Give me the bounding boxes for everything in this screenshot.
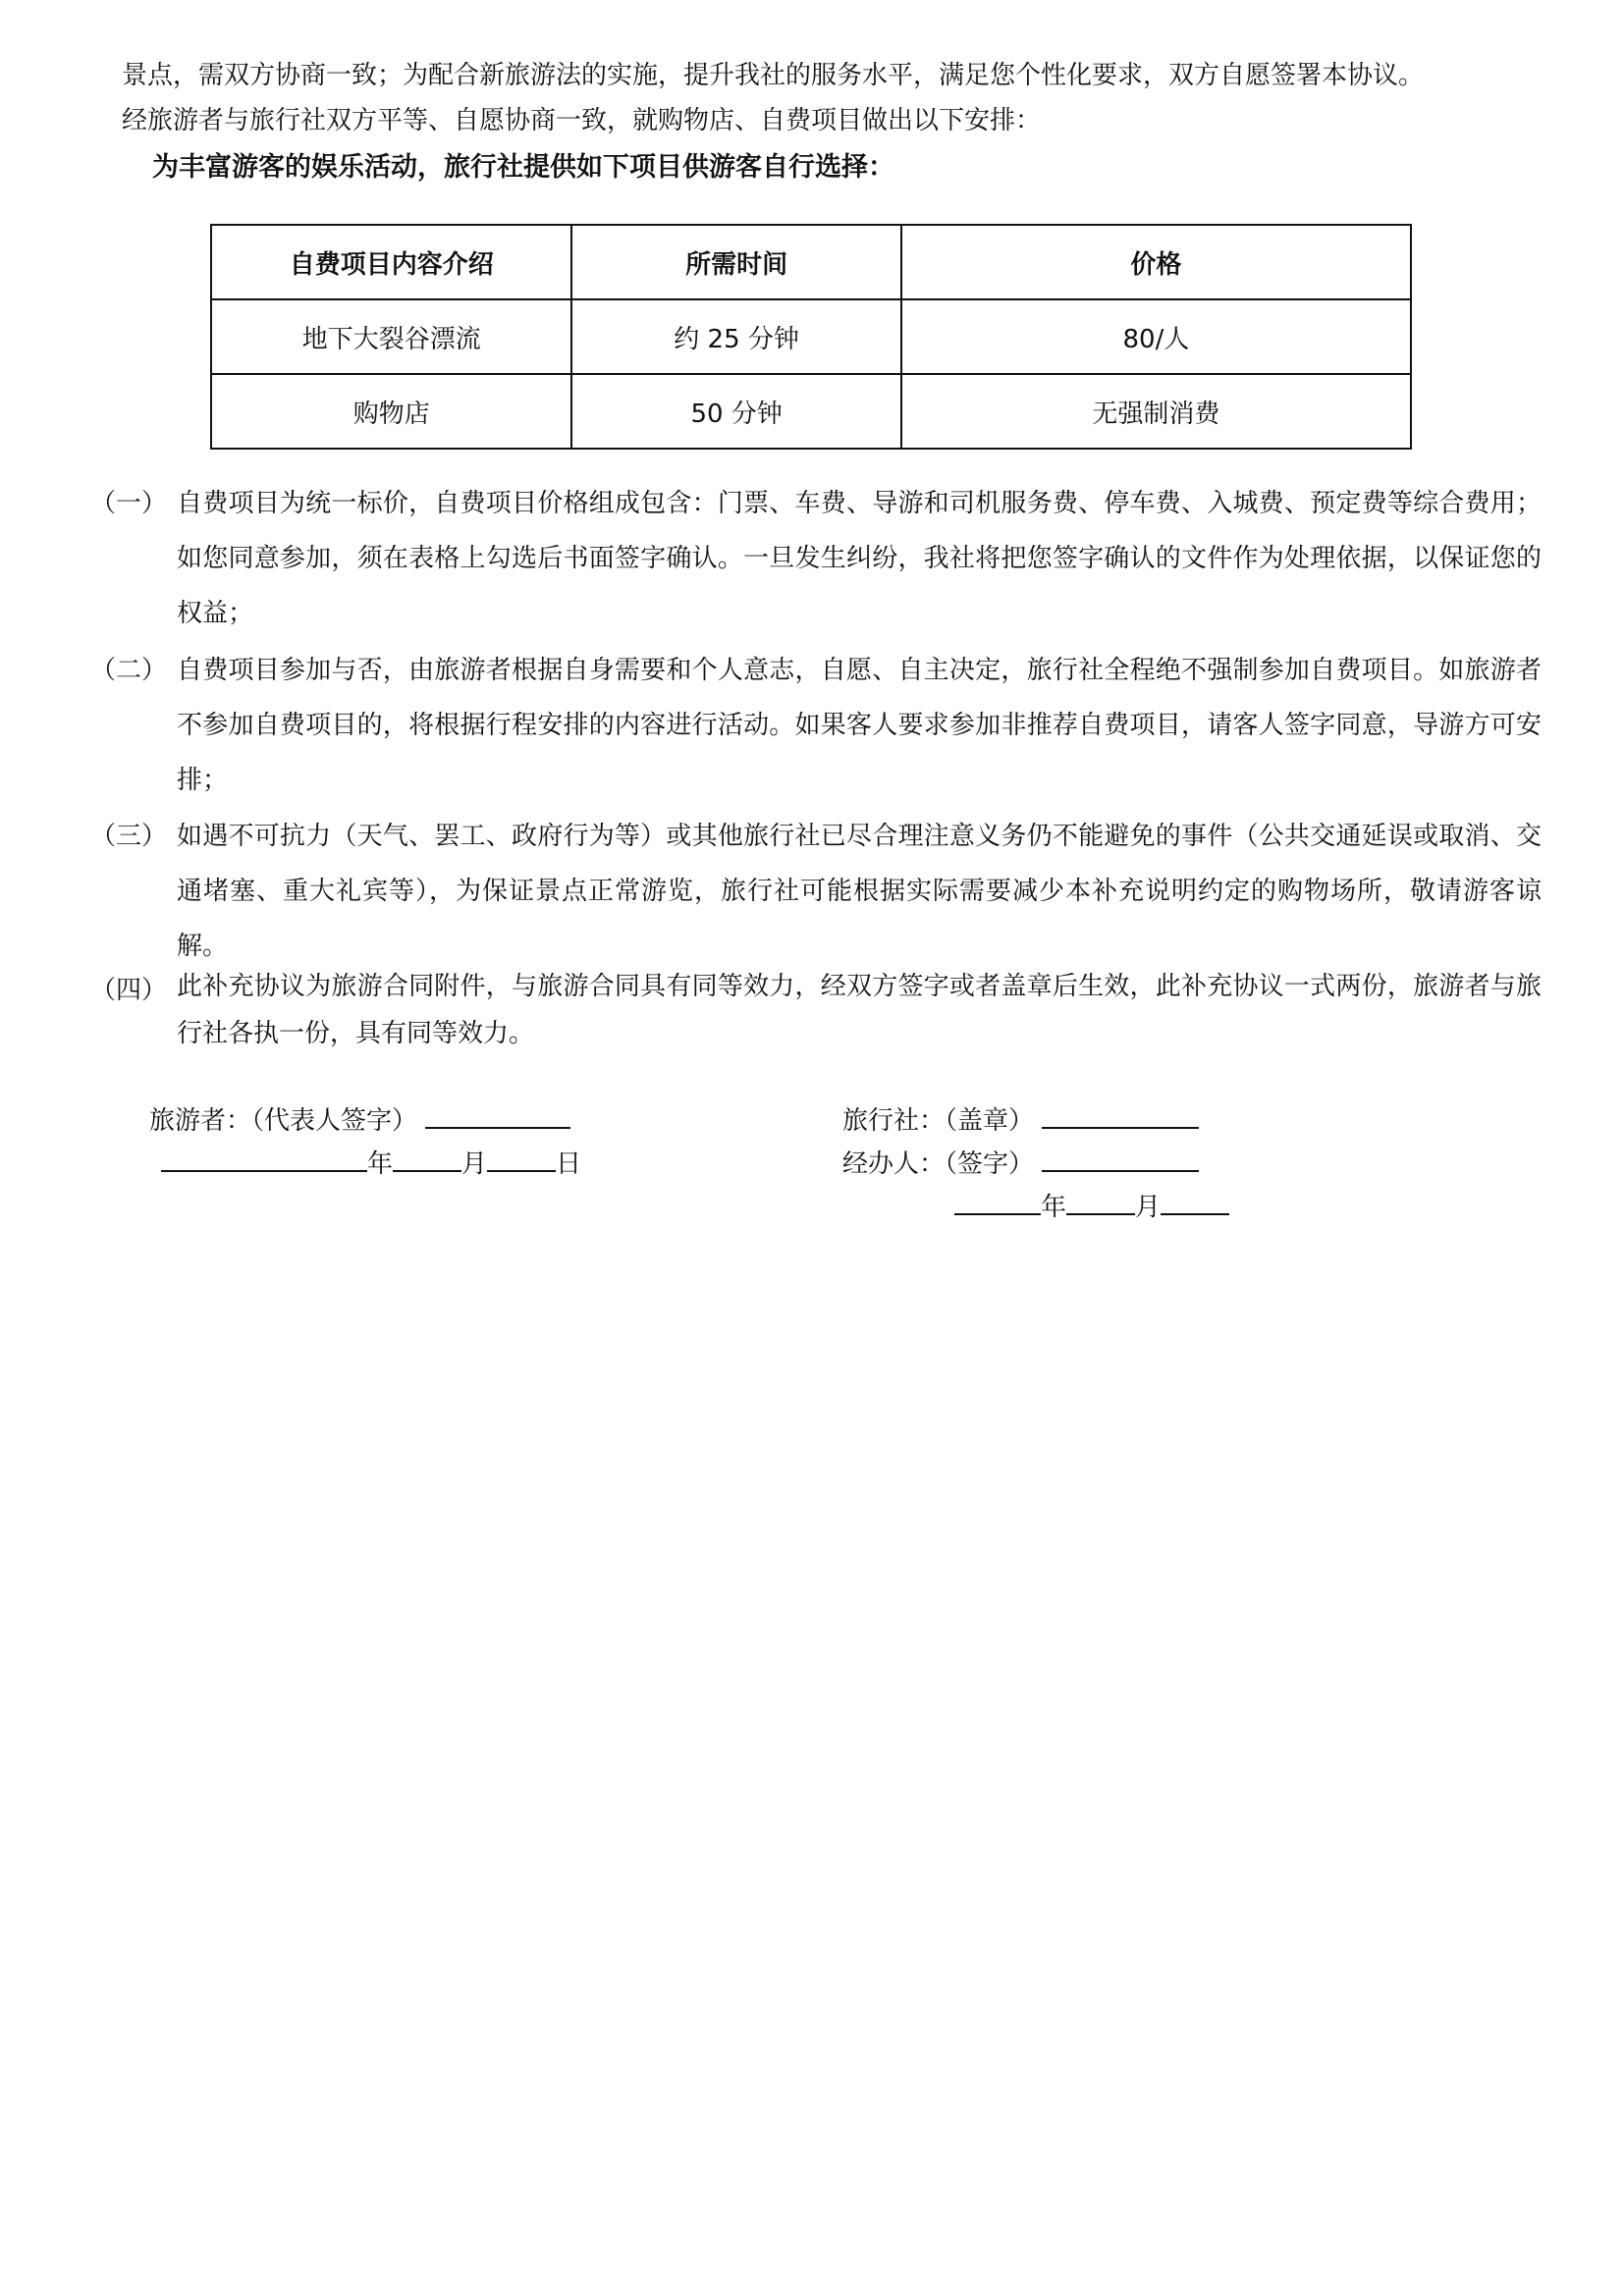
tourist-year-label: 年 [367,1149,394,1179]
agency-date-line [954,1188,1229,1224]
clause-1-text: 自费项目为统一标价，自费项目价格组成包含：门票、车费、导游和司机服务费、停车费、入城费、预定费等综合费用；如您同意参加，须在表格上勾选后书面签字确认。一旦发生纠纷，我社将把您签字确认的文件作为处理依据，以保证您的权益； [177,489,1542,628]
intro-line-1: 景点，需双方协商一致；为配合新旅游法的实施，提升我社的服务水平，满足您个性化要求，双方自愿签署本协议。 [122,61,1425,90]
table-cell-duration: 约 25 分钟 [571,299,900,374]
table-header-item: 自费项目内容介绍 [211,225,571,299]
handler-signature-label: 经办人：（签字） [842,1149,1035,1179]
tourist-day-label: 日 [556,1149,582,1179]
tourist-month-label: 月 [461,1149,488,1179]
agency-month-blank[interactable] [1066,1188,1135,1215]
clause-1-number: （一） [90,489,168,518]
section-subtitle: 为丰富游客的娱乐活动，旅行社提供如下项目供游客自行选择： [152,152,894,183]
clause-4-number: （四） [90,976,168,1005]
handler-signature-line [842,1145,1199,1181]
tourist-date-line [161,1145,581,1181]
clause-2-number: （二） [90,656,168,685]
clause-2-text: 自费项目参加与否，由旅游者根据自身需要和个人意志，自愿、自主决定，旅行社全程绝不强制参加自费项目。如旅游者不参加自费项目的，将根据行程安排的内容进行活动。如果客人要求参加非推荐自费项目，请客人签字同意，导游方可安排； [177,656,1542,795]
table-cell-duration: 50 分钟 [571,374,900,449]
handler-signature-blank[interactable] [1042,1145,1199,1172]
table-header-duration: 所需时间 [571,225,900,299]
table-row [211,299,1411,374]
table-header-price: 价格 [901,225,1411,299]
tourist-day-blank[interactable] [487,1145,556,1172]
table-cell-item: 购物店 [211,374,571,449]
agency-year-label: 年 [1041,1193,1067,1222]
clause-4-text: 此补充协议为旅游合同附件，与旅游合同具有同等效力，经双方签字或者盖章后生效，此补充协议一式两份，旅游者与旅行社各执一份，具有同等效力。 [177,972,1542,1048]
clause-3-text: 如遇不可抗力（天气、罢工、政府行为等）或其他旅行社已尽合理注意义务仍不能避免的事件（公共交通延误或取消、交通堵塞、重大礼宾等），为保证景点正常游览，旅行社可能根据实际需要减少本补充说明约定的购物场所，敬请游客谅解。 [177,822,1542,961]
tourist-signature-line [149,1101,570,1138]
clause-3-number: （三） [90,822,168,851]
table-header-row [211,225,1411,299]
agency-month-label: 月 [1135,1193,1162,1222]
table-cell-price: 80/人 [901,299,1411,374]
tourist-signature-blank[interactable] [425,1101,570,1129]
agency-seal-blank[interactable] [1042,1101,1199,1129]
intro-line-2: 经旅游者与旅行社双方平等、自愿协商一致，就购物店、自费项目做出以下安排： [122,106,1042,135]
optional-items-table [210,224,1412,450]
table-row [211,374,1411,449]
table-cell-item: 地下大裂谷漂流 [211,299,571,374]
table-cell-price: 无强制消费 [901,374,1411,449]
agency-seal-label: 旅行社：（盖章） [842,1106,1035,1136]
tourist-signature-label: 旅游者：（代表人签字） [149,1106,418,1136]
tourist-year-blank[interactable] [161,1145,367,1172]
agency-day-blank[interactable] [1161,1188,1229,1215]
agency-year-blank[interactable] [954,1188,1041,1215]
tourist-month-blank[interactable] [393,1145,461,1172]
agency-seal-line [842,1101,1199,1138]
